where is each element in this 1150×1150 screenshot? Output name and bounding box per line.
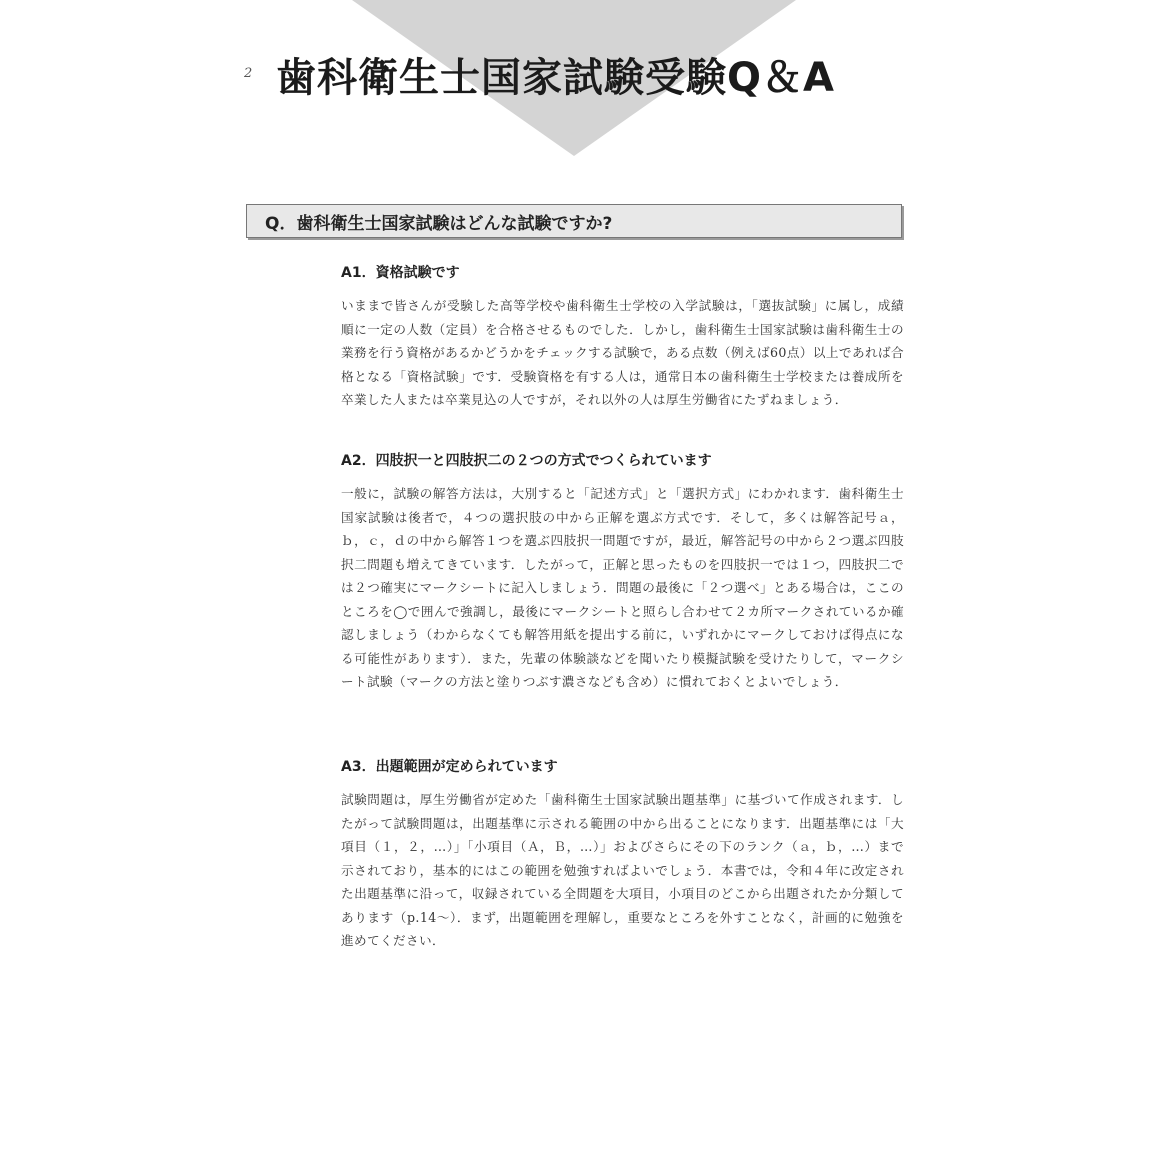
answer-body-2: 一般に，試験の解答方法は，大別すると「記述方式」と「選択方式」にわかれます．歯科衛生士国家試験は後者で，４つの選択肢の中から正解を選ぶ方式です．そして，多くは解答記号ａ，ｂ，ｃ，ｄの中から解答１つを選ぶ四肢択一問題ですが，最近，解答記号の中から２つ選ぶ四肢択二問題も増えてきています．したがって，正解と思ったものを四肢択一では１つ，四肢択二では２つ確実にマークシートに記入しましょう．問題の最後に「２つ選べ」とある場合は，ここのところを◯で囲んで強調し，最後にマークシートと照らし合わせて２カ所マークされているか確認しましょう（わからなくても解答用紙を提出する前に，いずれかにマークしておけば得点になる可能性があります）．また，先輩の体験談などを聞いたり模擬試験を受けたりして，マークシート試験（マークの方法と塗りつぶす濃さなども含め）に慣れておくとよいでしょう． [341,486,904,689]
answer-heading-1: A1．資格試験です [341,265,460,281]
answer-body-3: 試験問題は，厚生労働省が定めた「歯科衛生士国家試験出題基準」に基づいて作成されます．したがって試験問題は，出題基準に示される範囲の中から出ることになります．出題基準には「大項目（１，２，…）」「小項目（Ａ，Ｂ，…）」およびさらにその下のランク（ａ，ｂ，…）まで示されており，基本的にはこの範囲を勉強すればよいでしょう．本書では，令和４年に改定された出題基準に沿って，収録されている全問題を大項目，小項目のどこから出題されたか分類してあります（p.14〜）．まず，出題範囲を理解し，重要なところを外すことなく，計画的に勉強を進めてください． [341,792,904,948]
question-box [246,204,902,238]
question-text: Q．歯科衛生士国家試験はどんな試験ですか? [265,213,613,234]
answer-section-1 [341,262,904,412]
page-number: 2 [244,66,253,81]
answer-heading-2: A2．四肢択一と四肢択二の２つの方式でつくられています [341,453,712,469]
answer-body-1: いままで皆さんが受験した高等学校や歯科衛生士学校の入学試験は，「選抜試験」に属し，成績順に一定の人数（定員）を合格させるものでした．しかし，歯科衛生士国家試験は歯科衛生士の業務を行う資格があるかどうかをチェックする試験で，ある点数（例えば60点）以上であれば合格となる「資格試験」です．受験資格を有する人は，通常日本の歯科衛生士学校または養成所を卒業した人または卒業見込の人ですが，それ以外の人は厚生労働省にたずねましょう． [341,298,904,407]
answer-section-3 [341,756,904,953]
answer-section-2 [341,450,904,694]
page-title: 歯科衛生士国家試験受験Q＆A [276,55,835,101]
answer-heading-3: A3．出題範囲が定められています [341,759,558,775]
